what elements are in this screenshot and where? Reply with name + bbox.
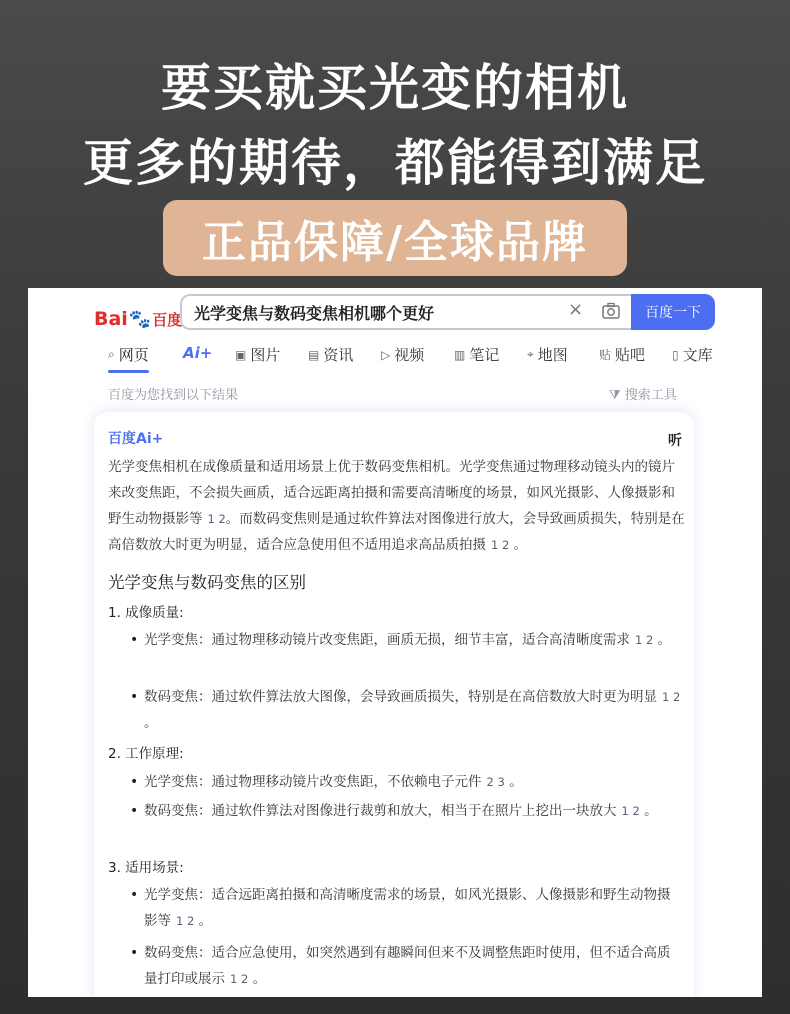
list-heading: 1. 成像质量:: [108, 605, 184, 621]
tab-notes[interactable]: [454, 344, 499, 365]
tab-images[interactable]: [235, 344, 280, 365]
filter-icon: ⧩: [609, 388, 621, 403]
doc-icon: ▯: [672, 347, 679, 362]
citation[interactable]: 1 2: [230, 972, 249, 986]
intro-text: 光学变焦相机在成像质量和适用场景上优于数码变焦相机。光学变焦通过物理移动镜头内的镜片来改变焦距，不会损失画质，适合远距离拍摄和需要高清晰度的场景，如风光摄影、人像摄影和野生动物摄影等: [108, 459, 675, 527]
tab-wenku[interactable]: [672, 344, 713, 365]
citation[interactable]: 1 2: [662, 690, 681, 704]
paw-icon: 🐾: [128, 308, 152, 330]
tab-ai[interactable]: [183, 344, 212, 362]
note-icon: ▥: [454, 347, 466, 362]
tab-label: 地图: [537, 346, 568, 364]
tab-label: Ai+: [183, 344, 213, 362]
map-icon: ⌖: [527, 347, 534, 361]
search-tabs: [108, 344, 748, 368]
search-input[interactable]: [180, 294, 633, 330]
ai-intro: 光学变焦相机在成像质量和适用场景上优于数码变焦相机。光学变焦通过物理移动镜头内的镜片来改变焦距，不会损失画质，适合远距离拍摄和需要高清晰度的场景，如风光摄影、人像摄影和野生动物摄影等 1 2。而数码变焦则是通过软件算法对图像进行放大，会导致画质损失，特别是在高倍数放大时更为明显，适合应急使用但不适用追求高品质拍摄 1 2 。: [108, 459, 685, 553]
search-button[interactable]: 百度一下: [631, 294, 715, 330]
listen-button[interactable]: 听: [668, 433, 682, 449]
tab-label: 笔记: [469, 346, 500, 364]
search-query: 光学变焦与数码变焦相机哪个更好: [194, 304, 435, 323]
logo-text-cn: 百度: [152, 310, 183, 329]
bullet-text: 光学变焦：适合远距离拍摄和高清晰度需求的场景，如风光摄影、人像摄影和野生动物摄影等: [144, 887, 671, 929]
intro-text-2: 。而数码变焦则是通过软件算法对图像进行放大，会导致画质损失，特别是在高倍数放大时更为明显，适合应急使用但不适用追求高品质拍摄: [108, 511, 685, 553]
bullet-text: 数码变焦：通过软件算法对图像进行裁剪和放大，相当于在照片上挖出一块放大: [144, 803, 617, 819]
list-item: • 光学变焦：通过物理移动镜片改变焦距，不依赖电子元件 2 3 。: [130, 769, 682, 795]
headline-line-1: 要买就买光变的相机: [161, 59, 629, 117]
tab-label: 文库: [682, 346, 713, 364]
tab-label: 贴吧: [615, 346, 646, 364]
citation[interactable]: 1 2: [491, 538, 510, 552]
clear-icon[interactable]: ×: [568, 299, 584, 320]
list-item: • 光学变焦：通过物理移动镜片改变焦距，画质无损，细节丰富，适合高清晰度需求 1 2 。: [130, 627, 682, 653]
ai-card-title: 百度Ai+: [108, 431, 164, 447]
baidu-logo[interactable]: [94, 304, 182, 334]
tab-web[interactable]: [108, 344, 149, 365]
search-result-panel: [28, 288, 762, 997]
citation[interactable]: 1 2: [621, 804, 640, 818]
list-item: • 数码变焦：通过软件算法放大图像，会导致画质损失，特别是在高倍数放大时更为明显 1 2 。: [130, 684, 682, 736]
bullet-text: 数码变焦：适合应急使用，如突然遇到有趣瞬间但来不及调整焦距时使用，但不适合高质量打印或展示: [144, 945, 671, 987]
tab-label: 网页: [118, 346, 149, 364]
bullet-icon: •: [130, 887, 139, 903]
bullet-text: 光学变焦：通过物理移动镜片改变焦距，不依赖电子元件: [144, 774, 482, 790]
search-icon: ⌕: [108, 347, 115, 361]
list-heading: 3. 适用场景:: [108, 860, 184, 876]
video-icon: ▷: [381, 347, 391, 362]
tieba-icon: 贴: [599, 348, 612, 362]
search-tools-label: 搜索工具: [624, 388, 677, 403]
bullet-icon: •: [130, 689, 139, 705]
citation[interactable]: 2 3: [486, 775, 505, 789]
results-info: 百度为您找到以下结果: [108, 388, 239, 403]
camera-icon[interactable]: [600, 300, 622, 322]
tab-tieba[interactable]: [599, 344, 645, 365]
tab-video[interactable]: [381, 344, 424, 365]
news-icon: ▤: [308, 347, 320, 362]
tab-map[interactable]: [527, 344, 568, 365]
search-tools-button[interactable]: [609, 384, 677, 403]
tab-news[interactable]: [308, 344, 353, 365]
list-item: • 数码变焦：通过软件算法对图像进行裁剪和放大，相当于在照片上挖出一块放大 1 2 。: [130, 798, 682, 824]
list-item: • 光学变焦：适合远距离拍摄和高清晰度需求的场景，如风光摄影、人像摄影和野生动物摄影等 1 2 。: [130, 882, 682, 934]
tab-label: 图片: [250, 346, 281, 364]
logo-text: Bai: [94, 308, 128, 330]
list-heading: 2. 工作原理:: [108, 746, 184, 762]
image-icon: ▣: [235, 347, 247, 362]
tab-label: 视频: [394, 346, 425, 364]
bullet-icon: •: [130, 774, 139, 790]
citation[interactable]: 1 2: [176, 914, 195, 928]
bullet-text: 数码变焦：通过软件算法放大图像，会导致画质损失，特别是在高倍数放大时更为明显: [144, 689, 657, 705]
tab-label: 资讯: [323, 346, 354, 364]
section-title: 光学变焦与数码变焦的区别: [108, 573, 306, 592]
list-item: • 数码变焦：适合应急使用，如突然遇到有趣瞬间但来不及调整焦距时使用，但不适合高质量打印或展示 1 2 。: [130, 940, 682, 992]
citation[interactable]: 1 2: [635, 633, 654, 647]
bullet-text: 光学变焦：通过物理移动镜片改变焦距，画质无损，细节丰富，适合高清晰度需求: [144, 632, 630, 648]
bullet-icon: •: [130, 945, 139, 961]
citation[interactable]: 1 2: [207, 512, 226, 526]
bullet-icon: •: [130, 632, 139, 648]
ai-answer-card: [94, 412, 694, 997]
bullet-icon: •: [130, 803, 139, 819]
guarantee-badge: 正品保障/全球品牌: [163, 200, 627, 276]
headline-line-2: 更多的期待，都能得到满足: [83, 134, 707, 192]
